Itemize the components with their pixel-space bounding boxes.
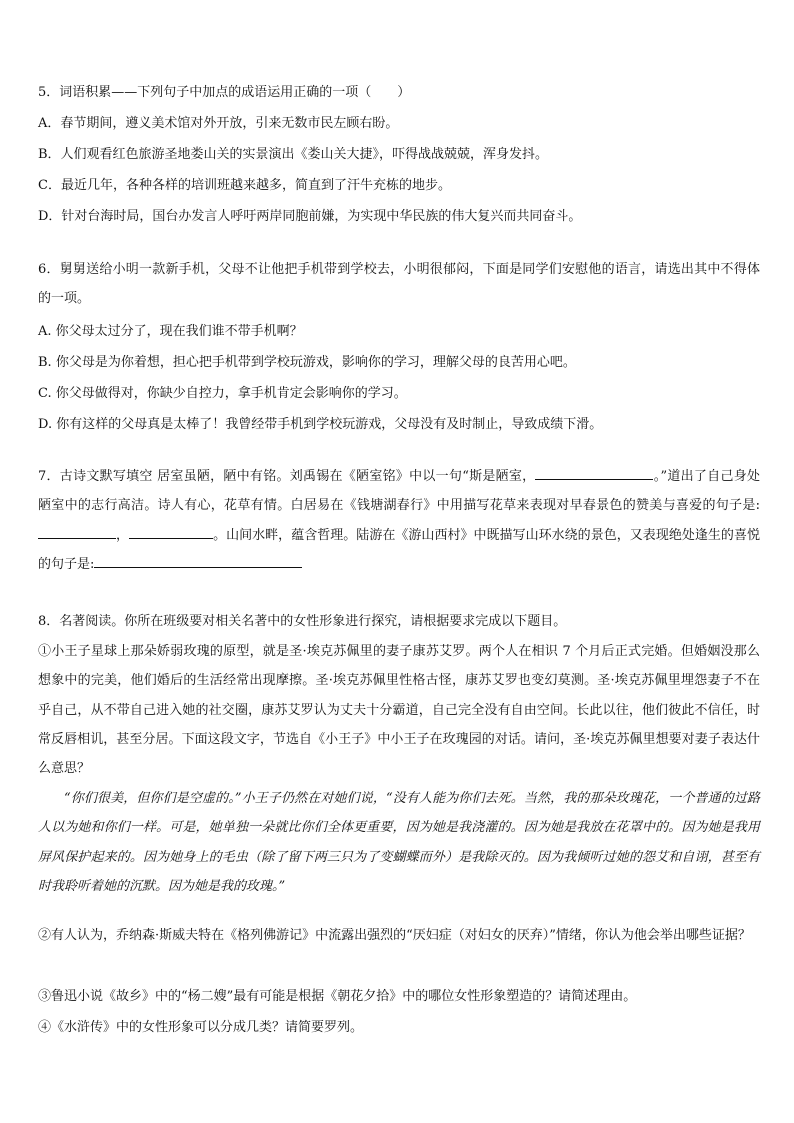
q5-option-d: D．针对台海时局，国台办发言人呼吁两岸同胞前嫌，为实现中华民族的伟大复兴而共同奋斗。 <box>38 209 582 224</box>
q6-option-c: C. 你父母做得对，你缺少自控力，拿手机肯定会影响你的学习。 <box>38 386 407 401</box>
q8-item-2: ②有人认为，乔纳森·斯威夫特在《格列佛游记》中流露出强烈的“厌妇症（对妇女的厌弃）”情绪，你认为他会举出哪些证据？ <box>38 928 751 943</box>
q7-blank-1 <box>535 465 653 480</box>
q7-part4: 。山间水畔，蕴含哲理。陆游在《游山西村》中既描写山环水绕的景色，又表现绝处逢生的喜悦的句子是: <box>38 527 760 572</box>
q8-stem: 8．名著阅读。你所在班级要对相关名著中的女性形象进行探究，请根据要求完成以下题目。 <box>38 614 567 629</box>
q7-text <box>38 462 760 579</box>
q5-option-c: C．最近几年，各种各样的培训班越来越多，简直到了汗牛充栋的地步。 <box>38 178 451 193</box>
q7-part3: ， <box>116 527 130 543</box>
q6-stem: 6．舅舅送给小明一款新手机，父母不让他把手机带到学校去，小明很郁闷，下面是同学们安慰他的语言，请选出其中不得体的一项。 <box>38 262 760 307</box>
q8-item-3: ③鲁迅小说《故乡》中的“杨二嫂”最有可能是根据《朝花夕拾》中的哪位女性形象塑造的？请简述理由。 <box>38 989 637 1004</box>
q5-stem: 5．词语积累——下列句子中加点的成语运用正确的一项（ ） <box>38 85 411 100</box>
q6-option-b: B. 你父母是为你着想，担心把手机带到学校玩游戏，影响你的学习，理解父母的良苦用心吧。 <box>38 355 576 370</box>
q8-rose-excerpt: “你们很美，但你们是空虚的。”小王子仍然在对她们说，“没有人能为你们去死。当然，我的那朵玫瑰花，一个普通的过路人以为她和你们一样。可是，她单独一朵就比你们全体更重要，因为她是我浇灌的。因为她是我放在花罩中的。因为她是我用屏风保护起来的。因为她身上的毛虫（除了留下两三只为了变蝴蝶而外）是我除灭的。因为我倾听过她的怨艾和自诩，甚至有时我聆听着她的沉默。因为她是我的玫瑰。” <box>38 791 760 894</box>
q8-item-4: ④《水浒传》中的女性形象可以分成几类？请简要罗列。 <box>38 1020 364 1035</box>
q8-item-1: ①小王子星球上那朵娇弱玫瑰的原型，就是圣·埃克苏佩里的妻子康苏艾罗。两个人在相识 7 个月后正式完婚。但婚姻没那么想象中的完美，他们婚后的生活经常出现摩擦。圣·埃克苏佩里性格古怪，康苏艾罗也变幻莫测。圣·埃克苏佩里埋怨妻子不在乎自己，从不带自己进入她的社交圈，康苏艾罗认为丈夫十分霸道，自己完全没有自由空间。长此以往，他们彼此不信任，时常反唇相讥，甚至分居。下面这段文字，节选自《小王子》中小王子在玫瑰园的对话。请问，圣·埃克苏佩里想要对妻子表达什么意思？ <box>38 644 760 777</box>
q7-blank-2 <box>38 524 116 539</box>
q7-blank-3 <box>129 524 213 539</box>
q5-option-b: B．人们观看红色旅游圣地娄山关的实景演出《娄山关大捷》，吓得战战兢兢，浑身发抖。 <box>38 147 549 162</box>
q5-option-a: A．春节期间，遵义美术馆对外开放，引来无数市民左顾右盼。 <box>38 116 399 131</box>
q7-blank-4 <box>94 553 302 568</box>
q7-part2: 。”道出了自己身处陋室中的志行高洁。诗人有心，花草有情。白居易在《钱塘湖春行》中用描写花草来表现对早春景色的赞美与喜爱的句子是: <box>38 469 760 514</box>
q7-part1: 7．古诗文默写填空 居室虽陋，陋中有铭。刘禹锡在《陋室铭》中以一句“斯是陋室， <box>38 469 536 484</box>
q6-option-a: A. 你父母太过分了，现在我们谁不带手机啊？ <box>38 324 303 339</box>
q6-option-d: D. 你有这样的父母真是太棒了！我曾经带手机到学校玩游戏，父母没有及时制止，导致成绩下滑。 <box>38 417 603 432</box>
